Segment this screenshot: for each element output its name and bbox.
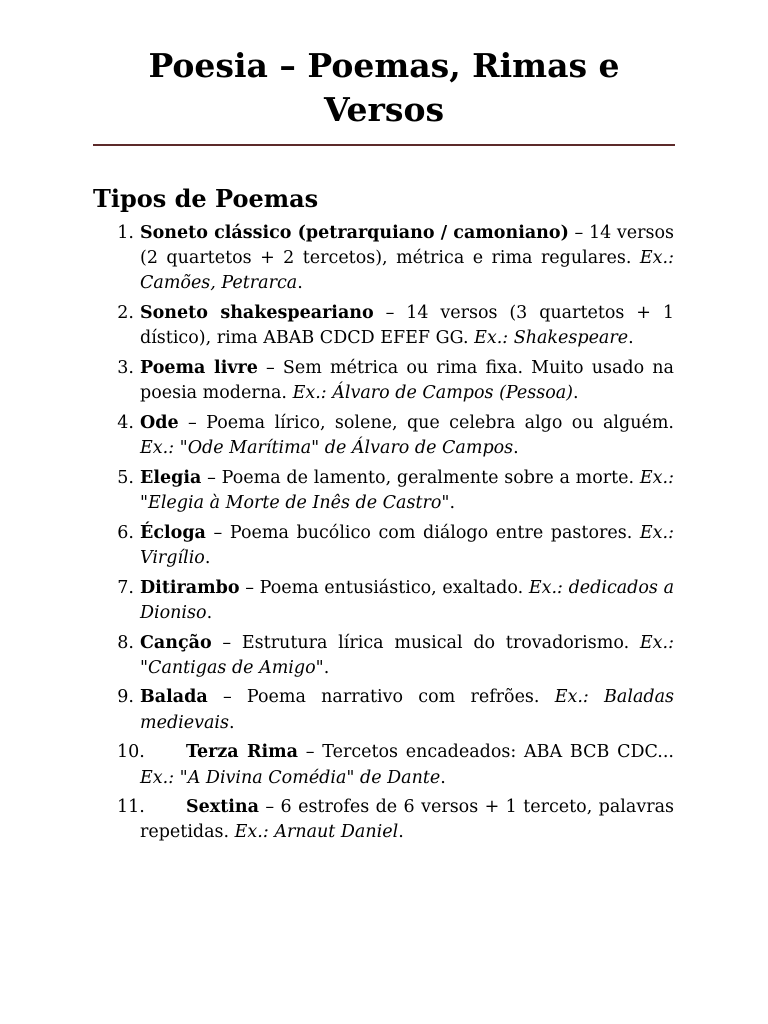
item-tail: .: [398, 822, 404, 843]
item-description: – Tercetos encadeados: ABA BCB CDC...: [298, 742, 674, 763]
list-item: [0, 411, 768, 461]
item-tail: .: [440, 767, 446, 788]
item-term: Soneto shakespeariano: [140, 303, 374, 324]
poem-types-list: [0, 221, 768, 850]
item-term: Écloga: [140, 522, 206, 543]
item-text: [140, 576, 674, 626]
item-example: Ex.: "Elegia à Morte de Inês de Castro": [140, 467, 674, 514]
item-number: 10.: [117, 742, 145, 763]
item-text: [140, 466, 674, 516]
list-item: [0, 521, 768, 571]
item-number: 7.: [117, 577, 134, 598]
item-number: 6.: [117, 522, 134, 543]
item-example: Ex.: Baladas medievais: [140, 687, 674, 733]
item-text: [140, 356, 674, 406]
item-description: – 14 versos (2 quartetos + 2 tercetos), métrica e rima regulares.: [140, 223, 675, 269]
section-title: Tipos de Poemas: [93, 184, 319, 213]
page-title: Poesia – Poemas, Rimas e Versos: [148, 46, 620, 129]
item-number: 1.: [117, 223, 134, 243]
item-number: 3.: [117, 358, 134, 379]
item-number: 8.: [117, 632, 134, 653]
item-description: – Poema de lamento, geralmente sobre a morte.: [201, 467, 640, 488]
item-term: Canção: [140, 632, 212, 653]
list-item: [0, 301, 768, 351]
item-term: Elegia: [140, 467, 202, 488]
item-term: Ditirambo: [140, 577, 240, 598]
item-description: – Sem métrica ou rima fixa. Muito usado na poesia moderna.: [140, 358, 674, 404]
item-tail: .: [229, 712, 235, 733]
item-example: Ex.: "Ode Marítima" de Álvaro de Campos: [140, 438, 514, 459]
list-item: [0, 631, 768, 681]
list-item: [0, 740, 768, 790]
item-tail: .: [204, 547, 211, 568]
item-text: [140, 685, 674, 735]
item-tail: .: [323, 657, 330, 678]
item-text: [140, 301, 674, 351]
item-term: Ode: [140, 412, 179, 433]
item-number: 9.: [117, 687, 134, 708]
list-item: [0, 466, 768, 516]
item-description: – Poema bucólico com diálogo entre pastores.: [205, 522, 640, 543]
item-text: [140, 795, 674, 845]
item-tail: .: [573, 383, 579, 404]
item-tail: .: [206, 602, 213, 623]
item-term: Balada: [140, 687, 208, 708]
item-example: Ex.: Virgílio: [140, 522, 674, 568]
item-example: Ex.: Arnaut Daniel: [234, 822, 399, 843]
list-item: [0, 795, 768, 845]
item-example: Ex.: Shakespeare: [474, 328, 629, 349]
item-example: Ex.: Camões, Petrarca: [140, 248, 674, 294]
item-description: – 14 versos (3 quartetos + 1 dístico), rima ABAB CDCD EFEF GG.: [140, 303, 674, 349]
item-tail: .: [449, 493, 456, 514]
title-divider: [93, 144, 675, 146]
item-term: Terza Rima: [186, 742, 298, 763]
item-tail: .: [297, 273, 303, 294]
item-tail: .: [628, 328, 634, 349]
item-text: [140, 631, 674, 681]
list-item: [0, 576, 768, 626]
item-term: Sextina: [186, 797, 259, 818]
item-description: – Poema entusiástico, exaltado.: [239, 577, 529, 598]
item-term: Soneto clássico (petrarquiano / camoniano): [140, 223, 569, 243]
item-term: Poema livre: [140, 358, 258, 379]
list-item: [0, 685, 768, 735]
item-description: – Poema narrativo com refrões.: [207, 687, 555, 708]
item-description: – 6 estrofes de 6 versos + 1 terceto, palavras repetidas.: [140, 797, 674, 843]
item-example: Ex.: "Cantigas de Amigo": [140, 632, 674, 678]
item-tail: .: [513, 438, 519, 459]
item-text: [140, 411, 674, 461]
list-item: [0, 221, 768, 297]
item-number: 5.: [117, 467, 134, 488]
item-number: 2.: [117, 303, 134, 324]
item-example: Ex.: Álvaro de Campos (Pessoa): [292, 383, 573, 404]
item-number: 11.: [117, 797, 145, 818]
item-example: Ex.: dedicados a Dioniso: [140, 577, 674, 623]
item-description: – Estrutura lírica musical do trovadorismo.: [211, 632, 640, 653]
item-text: [140, 521, 674, 571]
list-item: [0, 356, 768, 406]
item-text: [140, 221, 674, 297]
item-example: Ex.: "A Divina Comédia" de Dante: [140, 767, 441, 788]
item-number: 4.: [117, 412, 134, 433]
item-text: [140, 740, 674, 790]
item-description: – Poema lírico, solene, que celebra algo ou alguém.: [178, 412, 674, 433]
